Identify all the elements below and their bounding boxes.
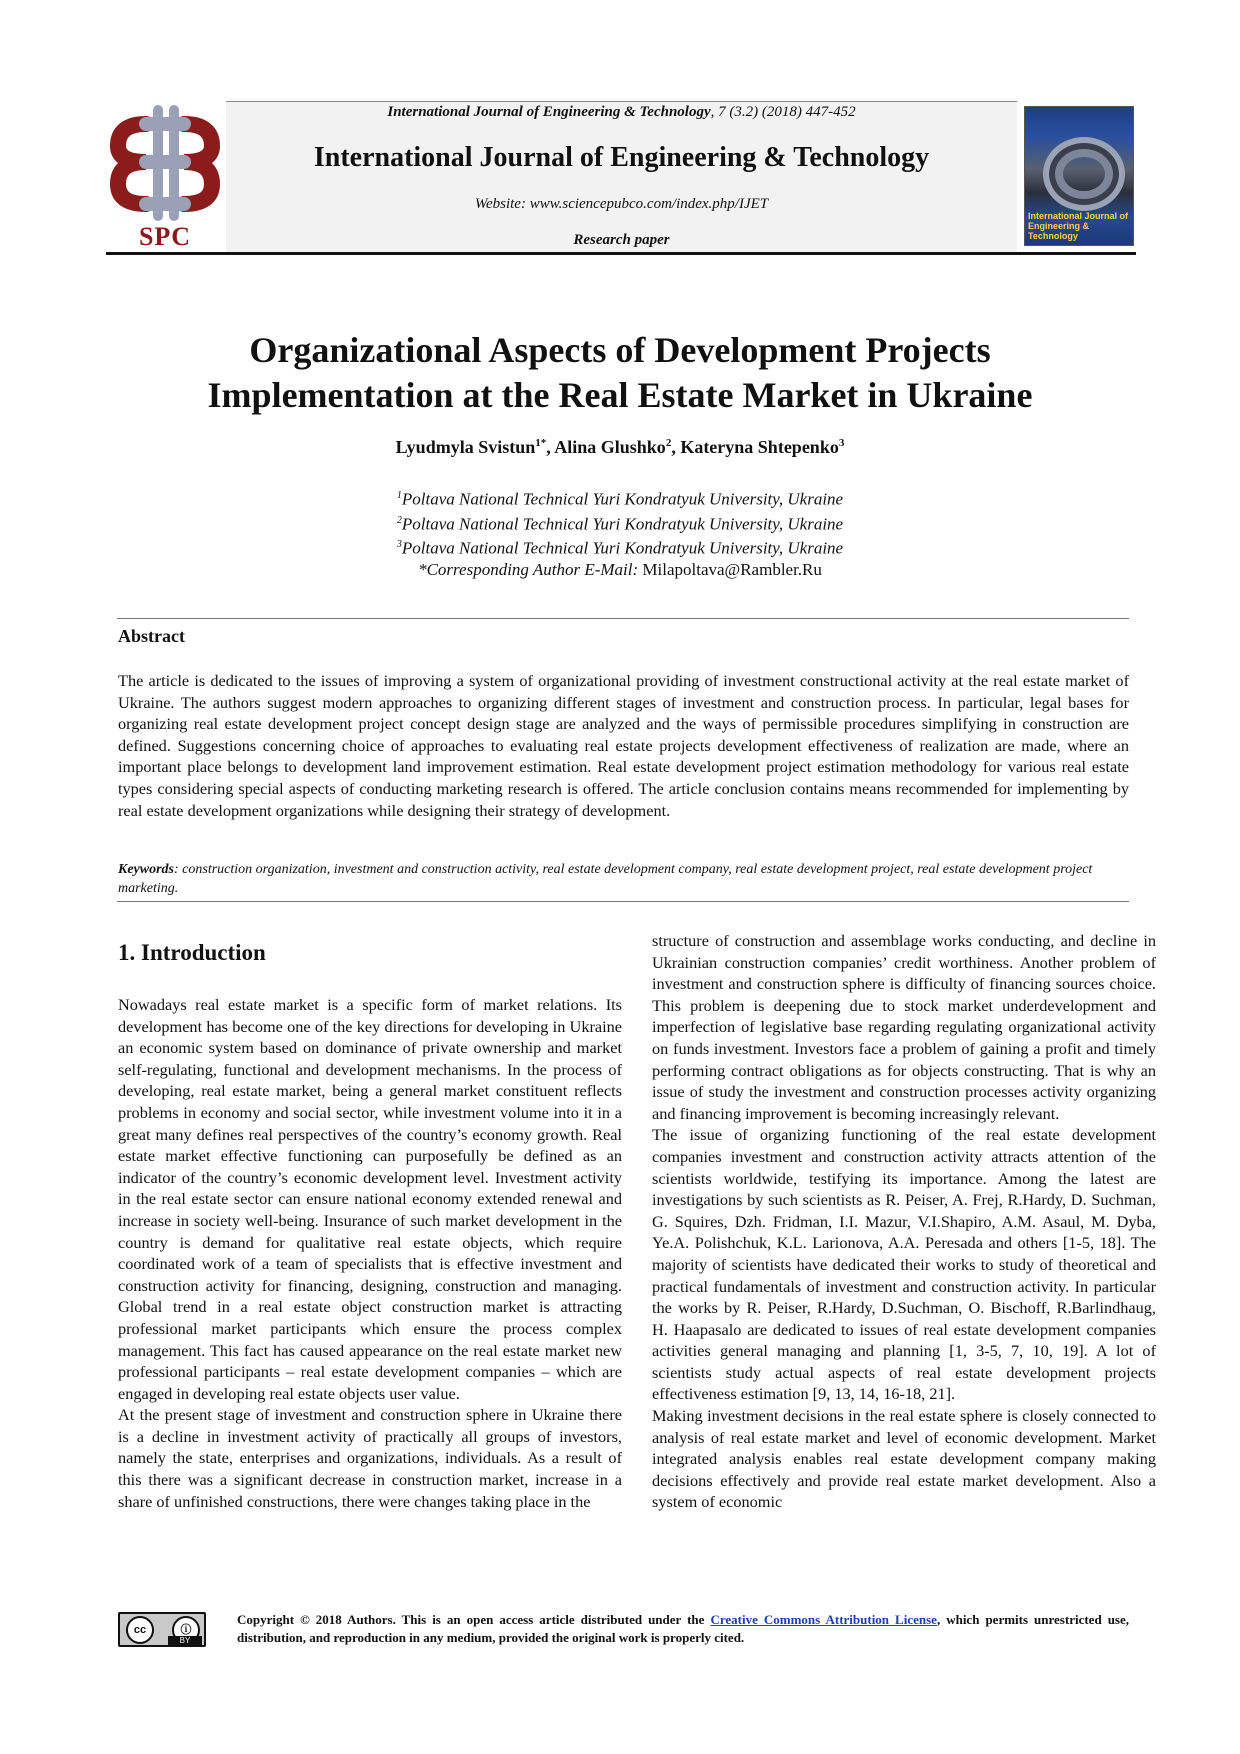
affiliation-line xyxy=(110,485,1130,510)
citation-volume: , 7 (3.2) (2018) 447-452 xyxy=(710,104,856,120)
body-paragraph: The issue of organizing functioning of the real estate development companies investment and construction activity attracts attention of the scientists worldwide, testifying its importance. Among the latest are investigations by such scientists as R. Peiser, A. Frej, R.Hardy, D. Suchman, G. Squires, Dzh. Fridman, I.I. Mazur, V.I.Shapiro, A.M. Asaul, M. Dyba, Ye.A. Polishchuk, K.L. Larionova, A.A. Peresada and others [1-5, 18]. The majority of scientists have dedicated their works to study of theoretical and practical fundamentals of investment and construction activity. In particular the works by R. Peiser, R.Hardy, D.Suchman, O. Bischoff, R.Barlindhaug, H. Haapasalo are dedicated to issues of real estate development companies activities general managing and planning [1, 3-5, 7, 10, 19]. A lot of scientists study actual aspects of real estate development projects effectiveness estimation [9, 13, 14, 16-18, 21]. xyxy=(652,1125,1156,1404)
copyright-text-end: , which permits unrestricted use, distribution, and reproduction in any medium, provided the original work is properly cited. xyxy=(237,1612,1130,1645)
paper-title-line-1: Organizational Aspects of Development Projects xyxy=(249,330,991,370)
journal-website[interactable]: Website: www.sciencepubco.com/index.php/IJET xyxy=(474,196,769,212)
cover-collider-ring-icon xyxy=(1043,137,1125,211)
copyright-text: Copyright © 2018 Authors. This is an open access article distributed under the xyxy=(237,1612,711,1627)
affiliation-sup: 2 xyxy=(396,514,402,526)
body-paragraph: Making investment decisions in the real estate sphere is closely connected to analysis of real estate market and level of economic development. Market integrated analysis enables real estate development company making decisions effectively and provide real estate market development. Also a system of economic xyxy=(652,1406,1156,1512)
author-name: Alina Glushko xyxy=(554,437,666,457)
author-list xyxy=(110,437,1130,458)
journal-title: International Journal of Engineering & Technology xyxy=(313,142,930,173)
affiliation-sup: 1 xyxy=(396,490,402,501)
author-separator: , xyxy=(546,437,555,457)
journal-citation xyxy=(226,104,1017,121)
header-rule xyxy=(106,252,1136,255)
author-sup: 3 xyxy=(838,437,845,449)
cc-by-label: BY xyxy=(168,1636,202,1646)
corresponding-label: *Corresponding Author E-Mail: xyxy=(418,559,643,579)
author-name: Kateryna Shtepenko xyxy=(680,437,839,457)
author-name: Lyudmyla Svistun xyxy=(395,437,536,457)
affiliation-text: Poltava National Technical Yuri Kondratyuk University, Ukraine xyxy=(401,514,844,534)
affiliation-text: Poltava National Technical Yuri Kondratyuk University, Ukraine xyxy=(401,489,844,509)
publisher-logo-text: SPC xyxy=(138,222,192,251)
abstract-top-rule xyxy=(117,618,1129,619)
creative-commons-badge[interactable] xyxy=(118,1612,206,1647)
license-link[interactable]: Creative Commons Attribution License xyxy=(710,1612,937,1627)
keywords-label: Keywords xyxy=(118,862,174,877)
abstract-bottom-rule xyxy=(117,901,1129,902)
corresponding-author xyxy=(110,559,1130,580)
left-column xyxy=(118,994,622,1512)
affiliations xyxy=(110,485,1130,580)
journal-header xyxy=(226,101,1017,252)
body-paragraph: Nowadays real estate market is a specific form of market relations. Its development has become one of the key directions for developing in Ukraine an economic system based on dominance of private ownership and market self-regulating, functional and development mechanisms. In the process of developing, real estate market, being a general market constituent reflects problems in economy and social sector, while investment volume into it in a great many defines real perspectives of the country’s economy growth. Real estate market effective functioning can purposefully be defined as an indicator of the country’s economic development level. Investment activity in the real estate sector can ensure national economy extended renewal and increase in society well-being. Insurance of such market development in the country is demand for qualitative real estate objects, which require coordinated work of a team of specialists that is effective investment and construction activity for financing, designing, construction and managing. Global trend in a real estate object construction market is attracting professional market participants which ensure the process complex management. This fact has caused appearance on the real estate market new professional participants – real estate development companies – which are engaged in developing real estate objects user value. xyxy=(118,995,622,1403)
paper-title-line-2: Implementation at the Real Estate Market in Ukraine xyxy=(207,375,1033,415)
abstract-text: The article is dedicated to the issues of improving a system of organizational providing of investment constructional activity at the real estate market of Ukraine. The authors suggest modern approaches to organizing different stages of investment and construction process. In particular, legal bases for organizing real estate development project concept design stage are analyzed and the ways of permissible procedures simplifying in construction are defined. Suggestions concerning choice of approaches to evaluating real estate projects development effectiveness of realization are made, where an important place belongs to development land improvement estimation. Real estate development project estimation methodology for various real estate types considering special aspects of conducting marketing research is offered. The article conclusion contains means recommended for implementing by real estate development organizations while designing their strategy of development. xyxy=(118,671,1129,820)
cover-title: International Journal of Engineering & Technology xyxy=(1028,211,1129,241)
author-sup: 2 xyxy=(665,437,672,449)
keywords xyxy=(118,860,1129,898)
journal-cover-image xyxy=(1024,106,1134,246)
affiliation-text: Poltava National Technical Yuri Kondratyuk University, Ukraine xyxy=(401,538,844,558)
spc-logo-icon xyxy=(106,104,224,222)
copyright-notice xyxy=(237,1611,1129,1647)
paper-type: Research paper xyxy=(573,232,670,248)
author-separator: , xyxy=(671,437,681,457)
body-paragraph: At the present stage of investment and construction sphere in Ukraine there is a decline in investment activity of practically all groups of investors, namely the state, enterprises and organizations, individuals. As a result of this there was a significant decrease in construction market, increase in a share of unfinished constructions, there were changes taking place in the xyxy=(118,1405,622,1511)
publisher-logo xyxy=(106,104,224,251)
affiliation-sup: 3 xyxy=(396,539,402,551)
affiliation-line xyxy=(110,534,1130,559)
author-sup: 1* xyxy=(535,437,547,449)
right-column xyxy=(652,930,1156,1513)
body-paragraph: structure of construction and assemblage works conducting, and decline in Ukrainian construction companies’ credit worthiness. Another problem of investment and construction sphere is difficulty of financing sources choice. This problem is deepening due to stock market underdevelopment and imperfection of legislative base regarding regulating organizational activity on funds investment. Investors face a problem of gaining a profit and timely performing contract obligations as for objects constructing. That is why an issue of study the investment and construction processes activity organizing and financing improvement is becoming increasingly relevant. xyxy=(652,931,1156,1123)
section-heading-introduction: 1. Introduction xyxy=(118,940,266,965)
abstract-heading: Abstract xyxy=(118,626,185,646)
corresponding-email[interactable]: Milapoltava@Rambler.Ru xyxy=(642,559,822,579)
paper-title xyxy=(110,328,1130,418)
cc-icon: cc xyxy=(126,1616,154,1644)
keywords-text: : construction organization, investment and construction activity, real estate development company, real estate development project, real estate development project marketing. xyxy=(118,862,1093,896)
citation-journal: International Journal of Engineering & Technology xyxy=(387,104,711,120)
affiliation-line xyxy=(110,510,1130,535)
attribution-icon: ⓘ xyxy=(172,1616,200,1644)
